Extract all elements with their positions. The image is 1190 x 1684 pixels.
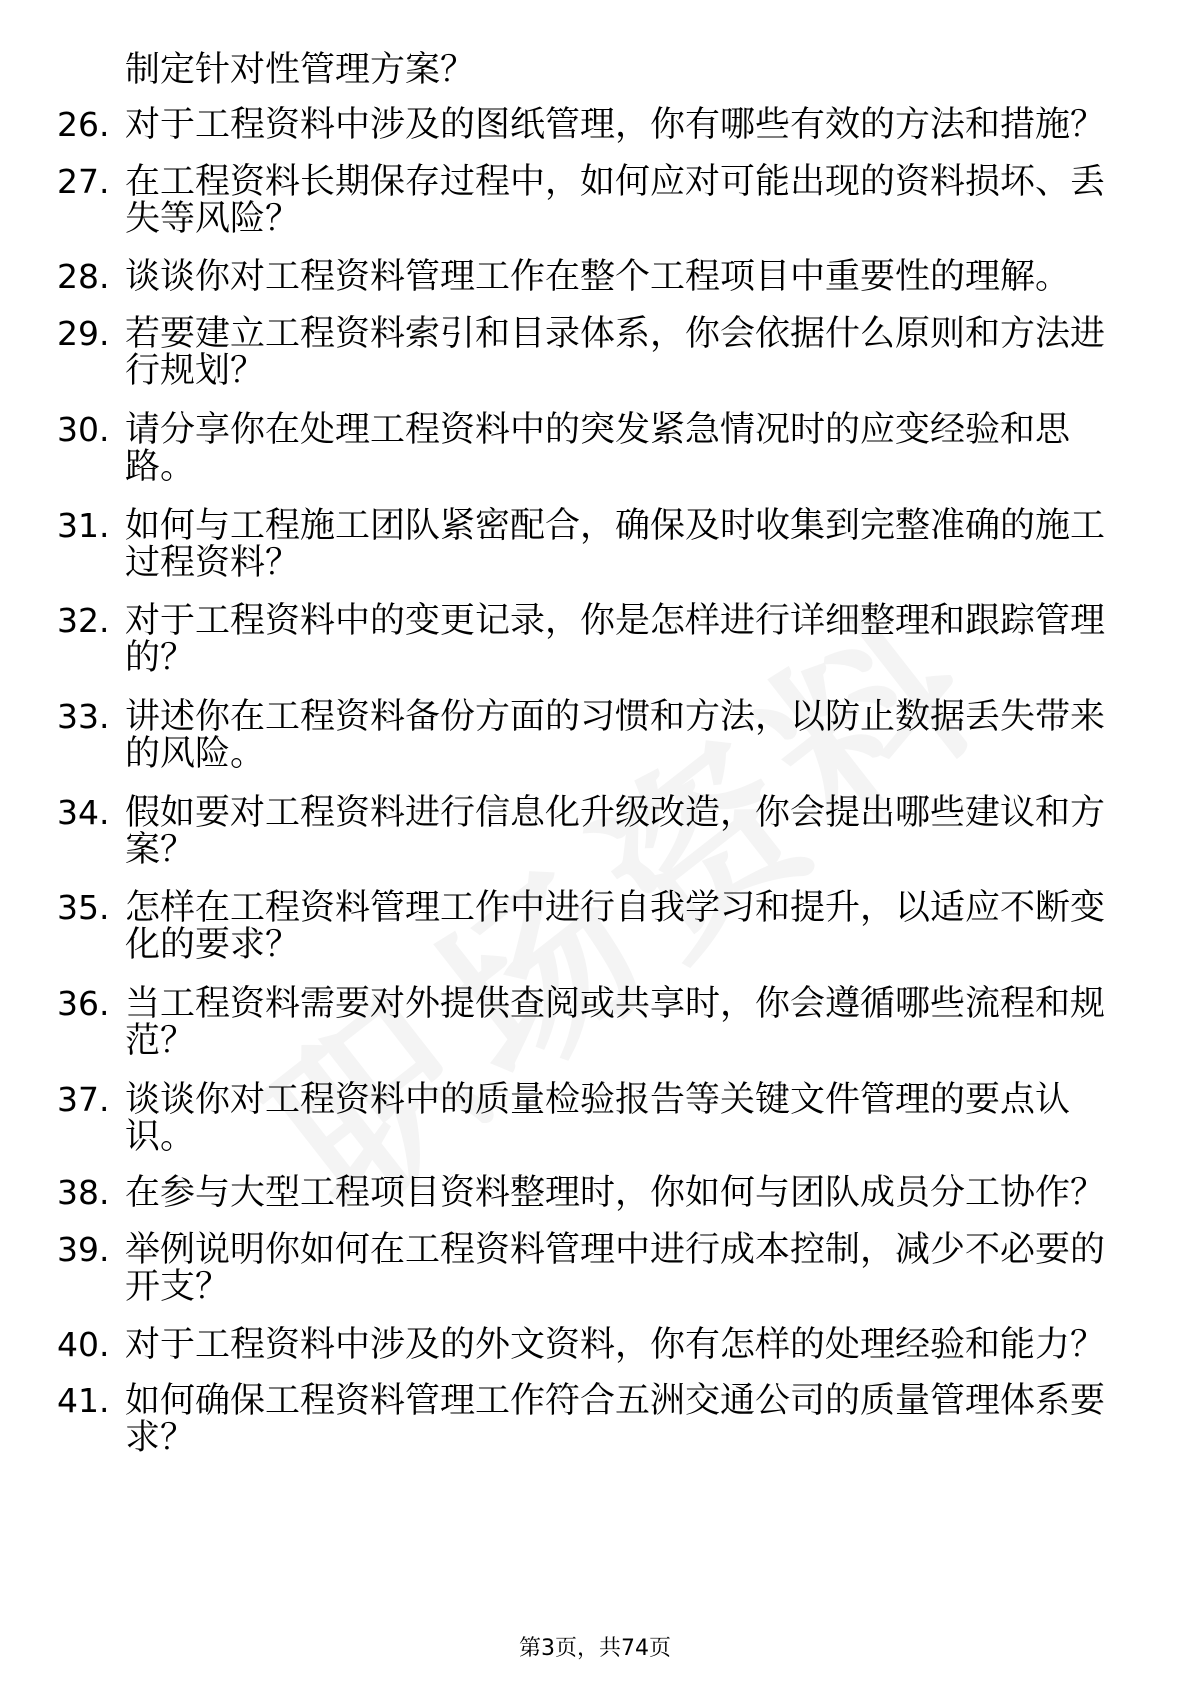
question-text-line: 路。 [125, 447, 196, 487]
question-number: 29. [57, 314, 110, 353]
question-text-line: 识。 [125, 1117, 196, 1157]
question-text-line: 当工程资料需要对外提供查阅或共享时，你会遵循哪些流程和规 [125, 984, 1106, 1024]
question-text-line: 讲述你在工程资料备份方面的习惯和方法，以防止数据丢失带来 [125, 697, 1106, 737]
question-number: 28. [57, 257, 110, 296]
question-text-line: 失等风险？ [125, 199, 301, 239]
question-number: 30. [57, 410, 110, 449]
question-text-line: 谈谈你对工程资料管理工作在整个工程项目中重要性的理解。 [125, 257, 1071, 297]
question-number: 32. [57, 601, 110, 640]
question-number: 36. [57, 984, 110, 1023]
question-text-line: 对于工程资料中涉及的图纸管理，你有哪些有效的方法和措施？ [125, 105, 1106, 145]
question-number: 37. [57, 1080, 110, 1119]
question-text-line: 如何确保工程资料管理工作符合五洲交通公司的质量管理体系要 [125, 1381, 1106, 1421]
question-number: 33. [57, 697, 110, 736]
question-number: 27. [57, 162, 110, 201]
question-text-line: 谈谈你对工程资料中的质量检验报告等关键文件管理的要点认 [125, 1080, 1071, 1120]
question-text-line: 案？ [125, 830, 196, 870]
question-number: 31. [57, 506, 110, 545]
question-text-line: 行规划？ [125, 351, 266, 391]
page-footer: 第3页，共74页 [519, 1636, 671, 1661]
question-text-line: 在工程资料长期保存过程中，如何应对可能出现的资料损坏、丢 [125, 162, 1106, 202]
question-number: 39. [57, 1230, 110, 1269]
question-text-line: 制定针对性管理方案？ [125, 50, 476, 90]
question-text-line: 化的要求？ [125, 925, 301, 965]
question-number: 38. [57, 1173, 110, 1212]
question-text-line: 的风险。 [125, 734, 266, 774]
question-text-line: 对于工程资料中的变更记录，你是怎样进行详细整理和跟踪管理 [125, 601, 1106, 641]
question-text-line: 怎样在工程资料管理工作中进行自我学习和提升，以适应不断变 [125, 888, 1106, 928]
question-number: 34. [57, 793, 110, 832]
question-text-line: 求？ [125, 1418, 196, 1458]
question-number: 41. [57, 1381, 110, 1420]
question-text-line: 假如要对工程资料进行信息化升级改造，你会提出哪些建议和方 [125, 793, 1106, 833]
question-number: 26. [57, 105, 110, 144]
question-number: 40. [57, 1325, 110, 1364]
question-text-line: 若要建立工程资料索引和目录体系，你会依据什么原则和方法进 [125, 314, 1106, 354]
question-text-line: 过程资料？ [125, 543, 301, 583]
question-text-line: 开支？ [125, 1267, 231, 1307]
question-text-line: 举例说明你如何在工程资料管理中进行成本控制，减少不必要的 [125, 1230, 1106, 1270]
question-text-line: 在参与大型工程项目资料整理时，你如何与团队成员分工协作？ [125, 1173, 1106, 1213]
question-text-line: 对于工程资料中涉及的外文资料，你有怎样的处理经验和能力？ [125, 1325, 1106, 1365]
question-text-line: 如何与工程施工团队紧密配合，确保及时收集到完整准确的施工 [125, 506, 1106, 546]
question-text-line: 的？ [125, 638, 196, 678]
question-text-line: 请分享你在处理工程资料中的突发紧急情况时的应变经验和思 [125, 410, 1071, 450]
question-number: 35. [57, 888, 110, 927]
question-text-line: 范？ [125, 1021, 196, 1061]
